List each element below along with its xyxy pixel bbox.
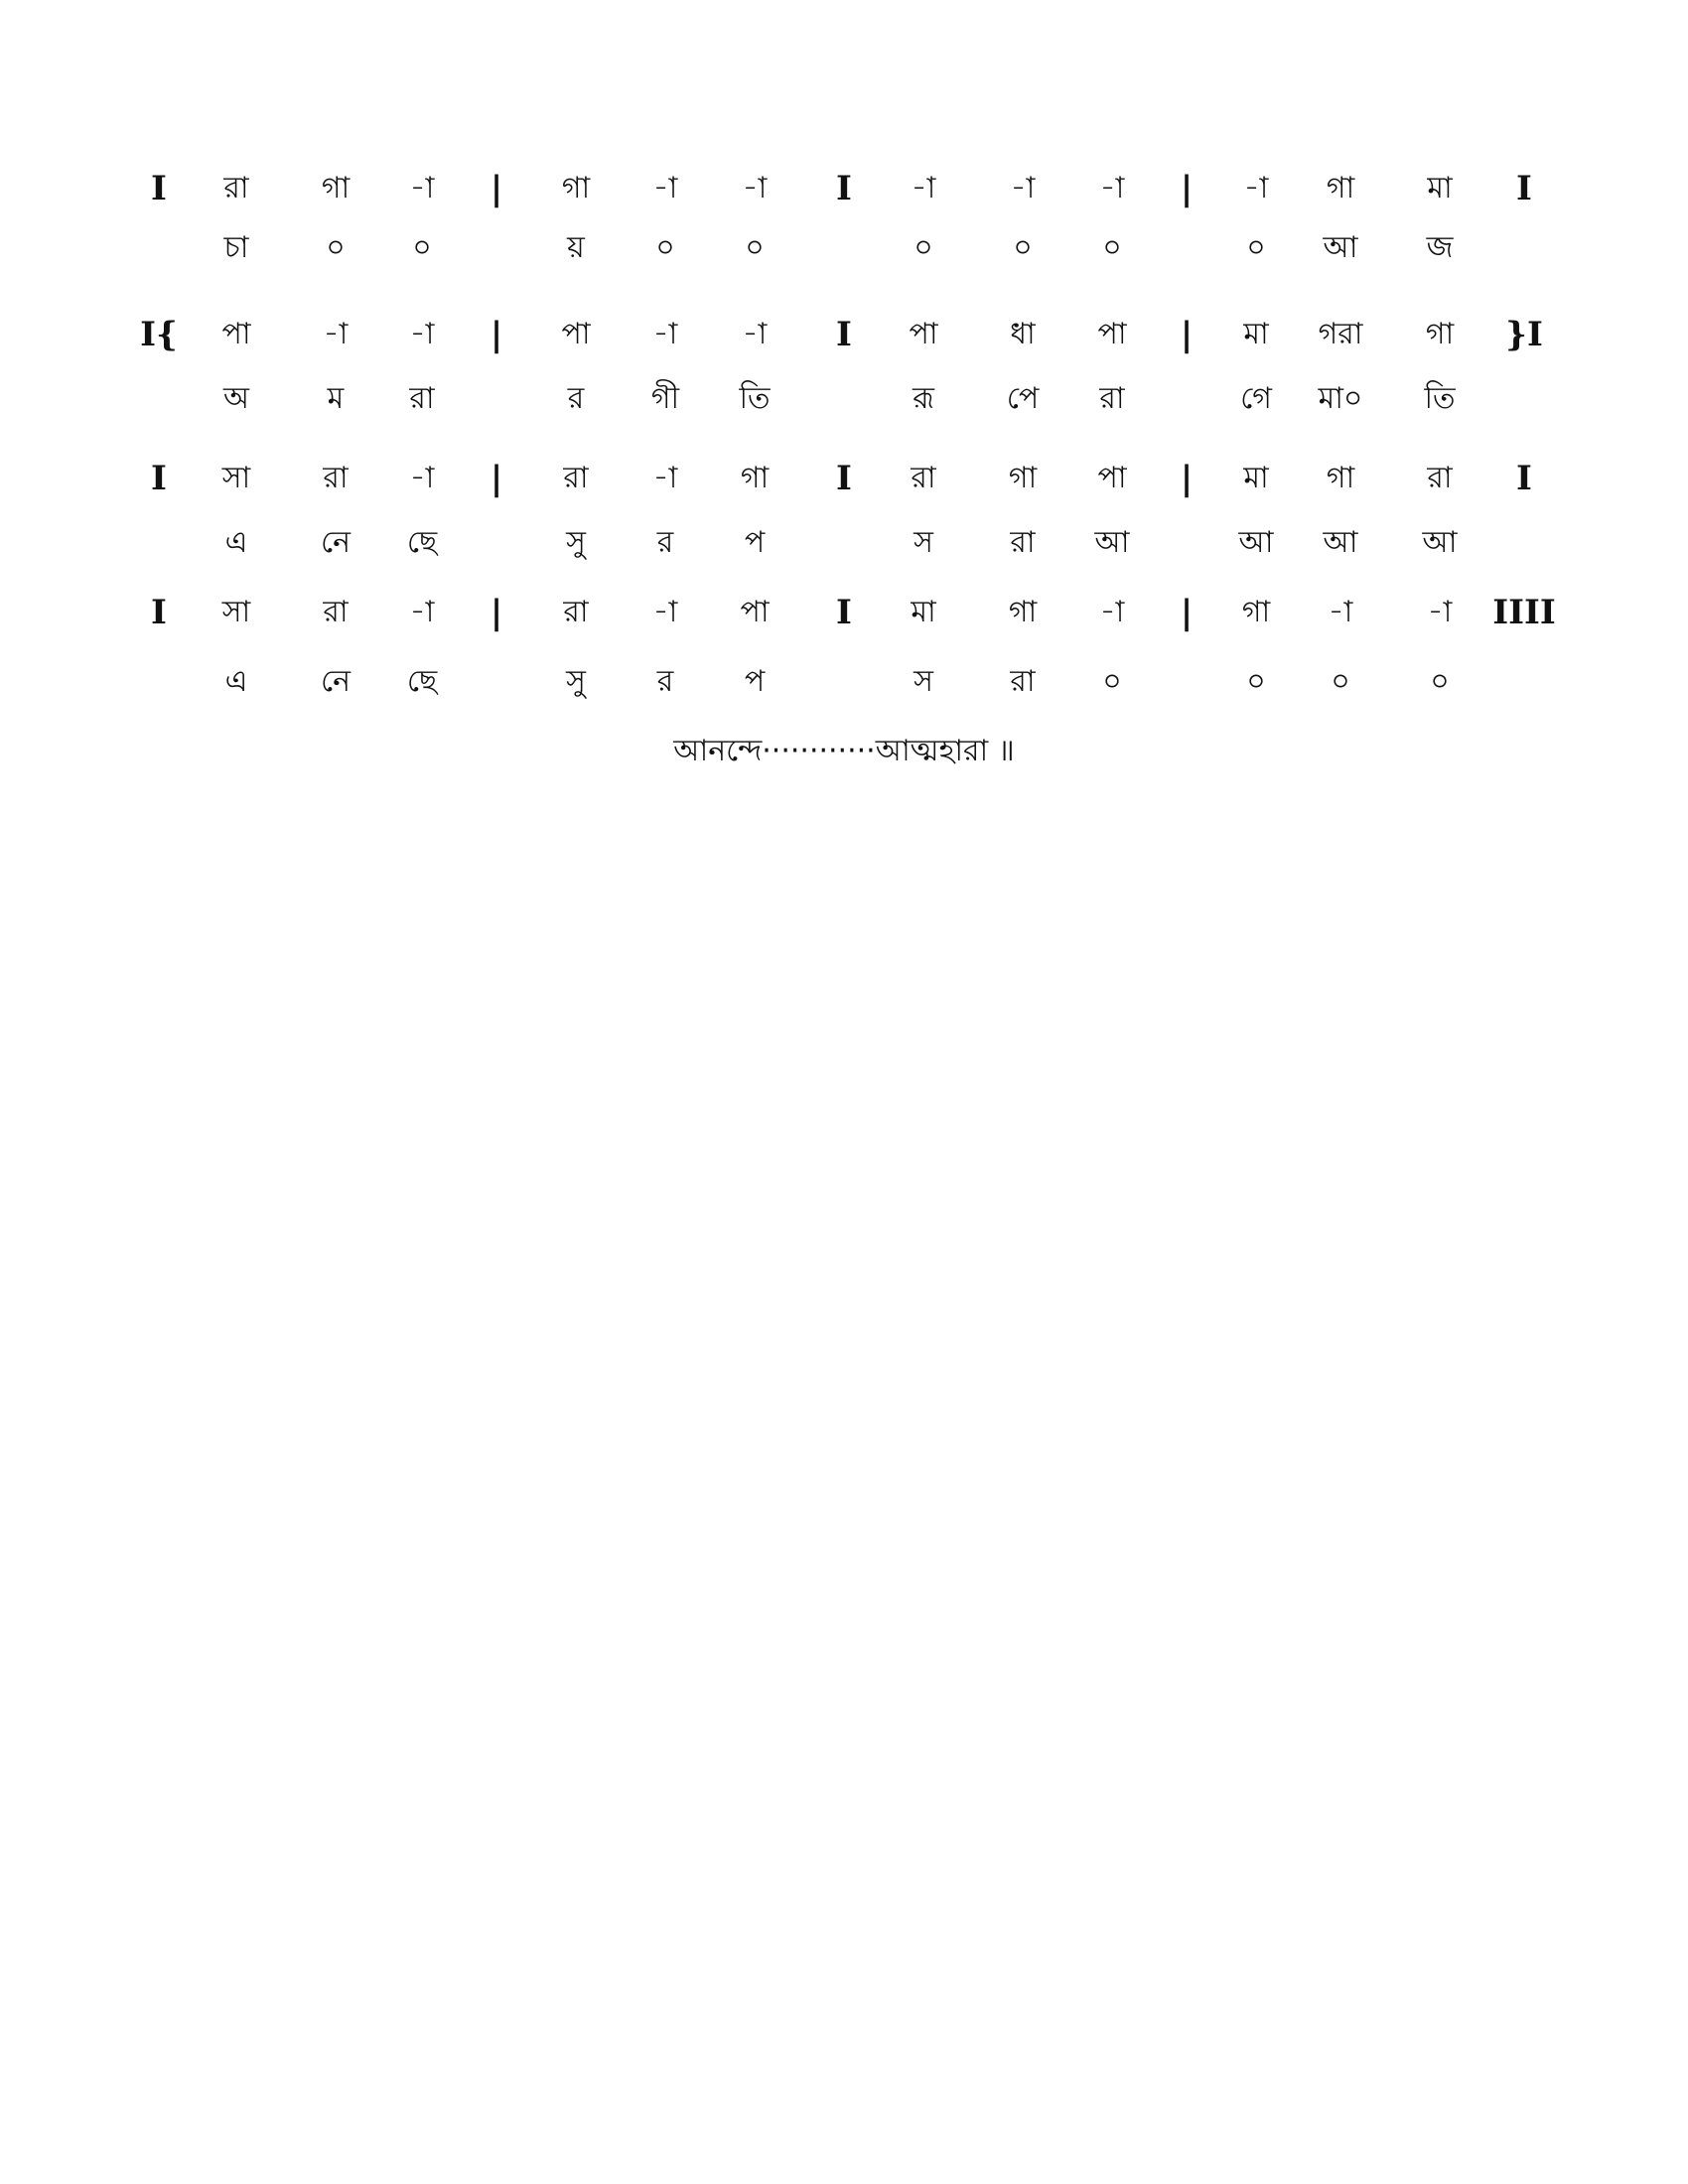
swara-note: পা bbox=[1097, 461, 1127, 495]
lyric-syllable: আ bbox=[1323, 525, 1358, 560]
lyric-syllable: তি bbox=[739, 381, 771, 416]
swara-note: -া bbox=[911, 171, 936, 205]
swara-note: রা bbox=[323, 461, 349, 495]
lyric-syllable: আ bbox=[1238, 525, 1274, 560]
swara-note: গা bbox=[1241, 595, 1271, 629]
swara-note: গরা bbox=[1318, 317, 1363, 351]
bar-line: I bbox=[151, 169, 167, 208]
lyric-syllable: রা bbox=[409, 381, 435, 416]
swara-note: পা bbox=[561, 317, 591, 351]
swara-note: -া bbox=[1243, 171, 1269, 205]
lyric-row bbox=[0, 226, 1688, 286]
bar-line: | bbox=[1180, 593, 1194, 632]
lyric-syllable: নে bbox=[320, 525, 352, 560]
lyric-syllable: য় bbox=[567, 230, 585, 265]
swara-note: মা bbox=[911, 595, 936, 629]
swara-note: -া bbox=[409, 171, 435, 205]
swara-note: পা bbox=[221, 317, 251, 351]
lyric-syllable: আ bbox=[1094, 525, 1130, 560]
swara-note: -া bbox=[323, 317, 349, 351]
bar-line: I bbox=[836, 593, 852, 632]
lyric-syllable: র bbox=[656, 525, 674, 560]
lyric-syllable: অ bbox=[223, 381, 249, 416]
swara-note: গা bbox=[1326, 171, 1355, 205]
lyric-syllable: গে bbox=[1240, 381, 1272, 416]
swara-note: -া bbox=[652, 317, 678, 351]
swara-note: -া bbox=[1427, 595, 1453, 629]
lyric-syllable: ছে bbox=[406, 664, 438, 699]
swara-note: রা bbox=[1427, 461, 1453, 495]
lyric-syllable: রা bbox=[1099, 381, 1125, 416]
swara-row bbox=[0, 313, 1688, 372]
lyric-syllable: নে bbox=[320, 664, 352, 699]
lyric-syllable: ০ bbox=[1246, 230, 1266, 265]
lyric-syllable: ০ bbox=[1430, 664, 1450, 699]
closing-line bbox=[0, 730, 1688, 773]
lyric-syllable: ম bbox=[327, 381, 345, 416]
swara-note: রা bbox=[563, 595, 589, 629]
lyric-syllable: রা bbox=[1010, 664, 1036, 699]
lyric-syllable: প bbox=[744, 525, 766, 560]
swara-row bbox=[0, 167, 1688, 226]
swara-row bbox=[0, 591, 1688, 650]
lyric-syllable: আ bbox=[1323, 230, 1358, 265]
bar-line: I bbox=[151, 459, 167, 498]
lyric-syllable: আ bbox=[1422, 525, 1458, 560]
lyric-syllable: ০ bbox=[914, 230, 933, 265]
lyric-syllable: গী bbox=[650, 381, 680, 416]
bar-line: I bbox=[836, 169, 852, 208]
lyric-syllable: এ bbox=[224, 664, 248, 699]
lyric-syllable: এ bbox=[224, 525, 248, 560]
bar-line: }I bbox=[1505, 315, 1543, 354]
swara-note: গা bbox=[1008, 461, 1038, 495]
swara-note: -া bbox=[652, 171, 678, 205]
bar-line: IIII bbox=[1492, 593, 1556, 632]
swara-note: -া bbox=[652, 595, 678, 629]
swara-note: রা bbox=[911, 461, 936, 495]
swara-note: মা bbox=[1243, 317, 1269, 351]
lyric-syllable: র bbox=[567, 381, 585, 416]
bar-line: I bbox=[1516, 169, 1532, 208]
swara-note: গা bbox=[321, 171, 351, 205]
swara-note: -া bbox=[742, 317, 768, 351]
swara-note: -া bbox=[1099, 595, 1125, 629]
lyric-syllable: র bbox=[656, 664, 674, 699]
swara-note: পা bbox=[909, 317, 938, 351]
swara-note: -া bbox=[1328, 595, 1353, 629]
swara-note: পা bbox=[1097, 317, 1127, 351]
bar-line: I bbox=[1516, 459, 1532, 498]
swara-note: -া bbox=[409, 595, 435, 629]
bar-line: | bbox=[1180, 459, 1194, 498]
swara-note: -া bbox=[742, 171, 768, 205]
lyric-syllable: ০ bbox=[1246, 664, 1266, 699]
swara-note: পা bbox=[740, 595, 770, 629]
swara-note: -া bbox=[1010, 171, 1036, 205]
lyric-syllable: সু bbox=[566, 664, 586, 699]
bar-line: | bbox=[490, 169, 503, 208]
swara-note: -া bbox=[652, 461, 678, 495]
lyric-row bbox=[0, 521, 1688, 581]
bar-line: | bbox=[1180, 315, 1194, 354]
lyric-syllable: স bbox=[914, 525, 933, 560]
swara-note: সা bbox=[221, 461, 251, 495]
swara-note: গা bbox=[1008, 595, 1038, 629]
lyric-row bbox=[0, 660, 1688, 720]
lyric-syllable: রা bbox=[1010, 525, 1036, 560]
swara-note: গা bbox=[1326, 461, 1355, 495]
lyric-syllable: স bbox=[914, 664, 933, 699]
swara-note: ধা bbox=[1010, 317, 1036, 351]
lyric-syllable: ০ bbox=[326, 230, 346, 265]
lyric-syllable: ০ bbox=[1102, 664, 1122, 699]
lyric-syllable: জ bbox=[1426, 230, 1454, 265]
bar-line: I bbox=[836, 315, 852, 354]
lyric-syllable: ০ bbox=[1102, 230, 1122, 265]
bar-line: I bbox=[836, 459, 852, 498]
lyric-syllable: ছে bbox=[406, 525, 438, 560]
bar-line: | bbox=[490, 593, 503, 632]
lyric-syllable: রূ bbox=[913, 381, 934, 416]
bar-line: I{ bbox=[140, 315, 178, 354]
closing-line-text: আনন্দে············আত্মহারা ॥ bbox=[673, 734, 1015, 768]
swara-note: রা bbox=[563, 461, 589, 495]
bar-line: | bbox=[490, 315, 503, 354]
lyric-syllable: ০ bbox=[1013, 230, 1033, 265]
swara-row bbox=[0, 457, 1688, 516]
bar-line: I bbox=[151, 593, 167, 632]
lyric-syllable: চা bbox=[223, 230, 249, 265]
bar-line: | bbox=[1180, 169, 1194, 208]
lyric-row bbox=[0, 377, 1688, 437]
lyric-syllable: মা০ bbox=[1318, 381, 1363, 416]
swara-note: রা bbox=[223, 171, 249, 205]
swara-note: মা bbox=[1243, 461, 1269, 495]
lyric-syllable: প bbox=[744, 664, 766, 699]
lyric-syllable: ০ bbox=[655, 230, 675, 265]
lyric-syllable: সু bbox=[566, 525, 586, 560]
swara-note: -া bbox=[409, 317, 435, 351]
swara-note: সা bbox=[221, 595, 251, 629]
swara-note: রা bbox=[323, 595, 349, 629]
lyric-syllable: ০ bbox=[745, 230, 765, 265]
swara-note: গা bbox=[740, 461, 770, 495]
lyric-syllable: ০ bbox=[1331, 664, 1350, 699]
swara-note: গা bbox=[1425, 317, 1455, 351]
lyric-syllable: ০ bbox=[412, 230, 432, 265]
swara-note: গা bbox=[561, 171, 591, 205]
swara-note: -া bbox=[1099, 171, 1125, 205]
swara-note: মা bbox=[1427, 171, 1453, 205]
swara-note: -া bbox=[409, 461, 435, 495]
lyric-syllable: তি bbox=[1424, 381, 1456, 416]
lyric-syllable: পে bbox=[1006, 381, 1040, 416]
bar-line: | bbox=[490, 459, 503, 498]
